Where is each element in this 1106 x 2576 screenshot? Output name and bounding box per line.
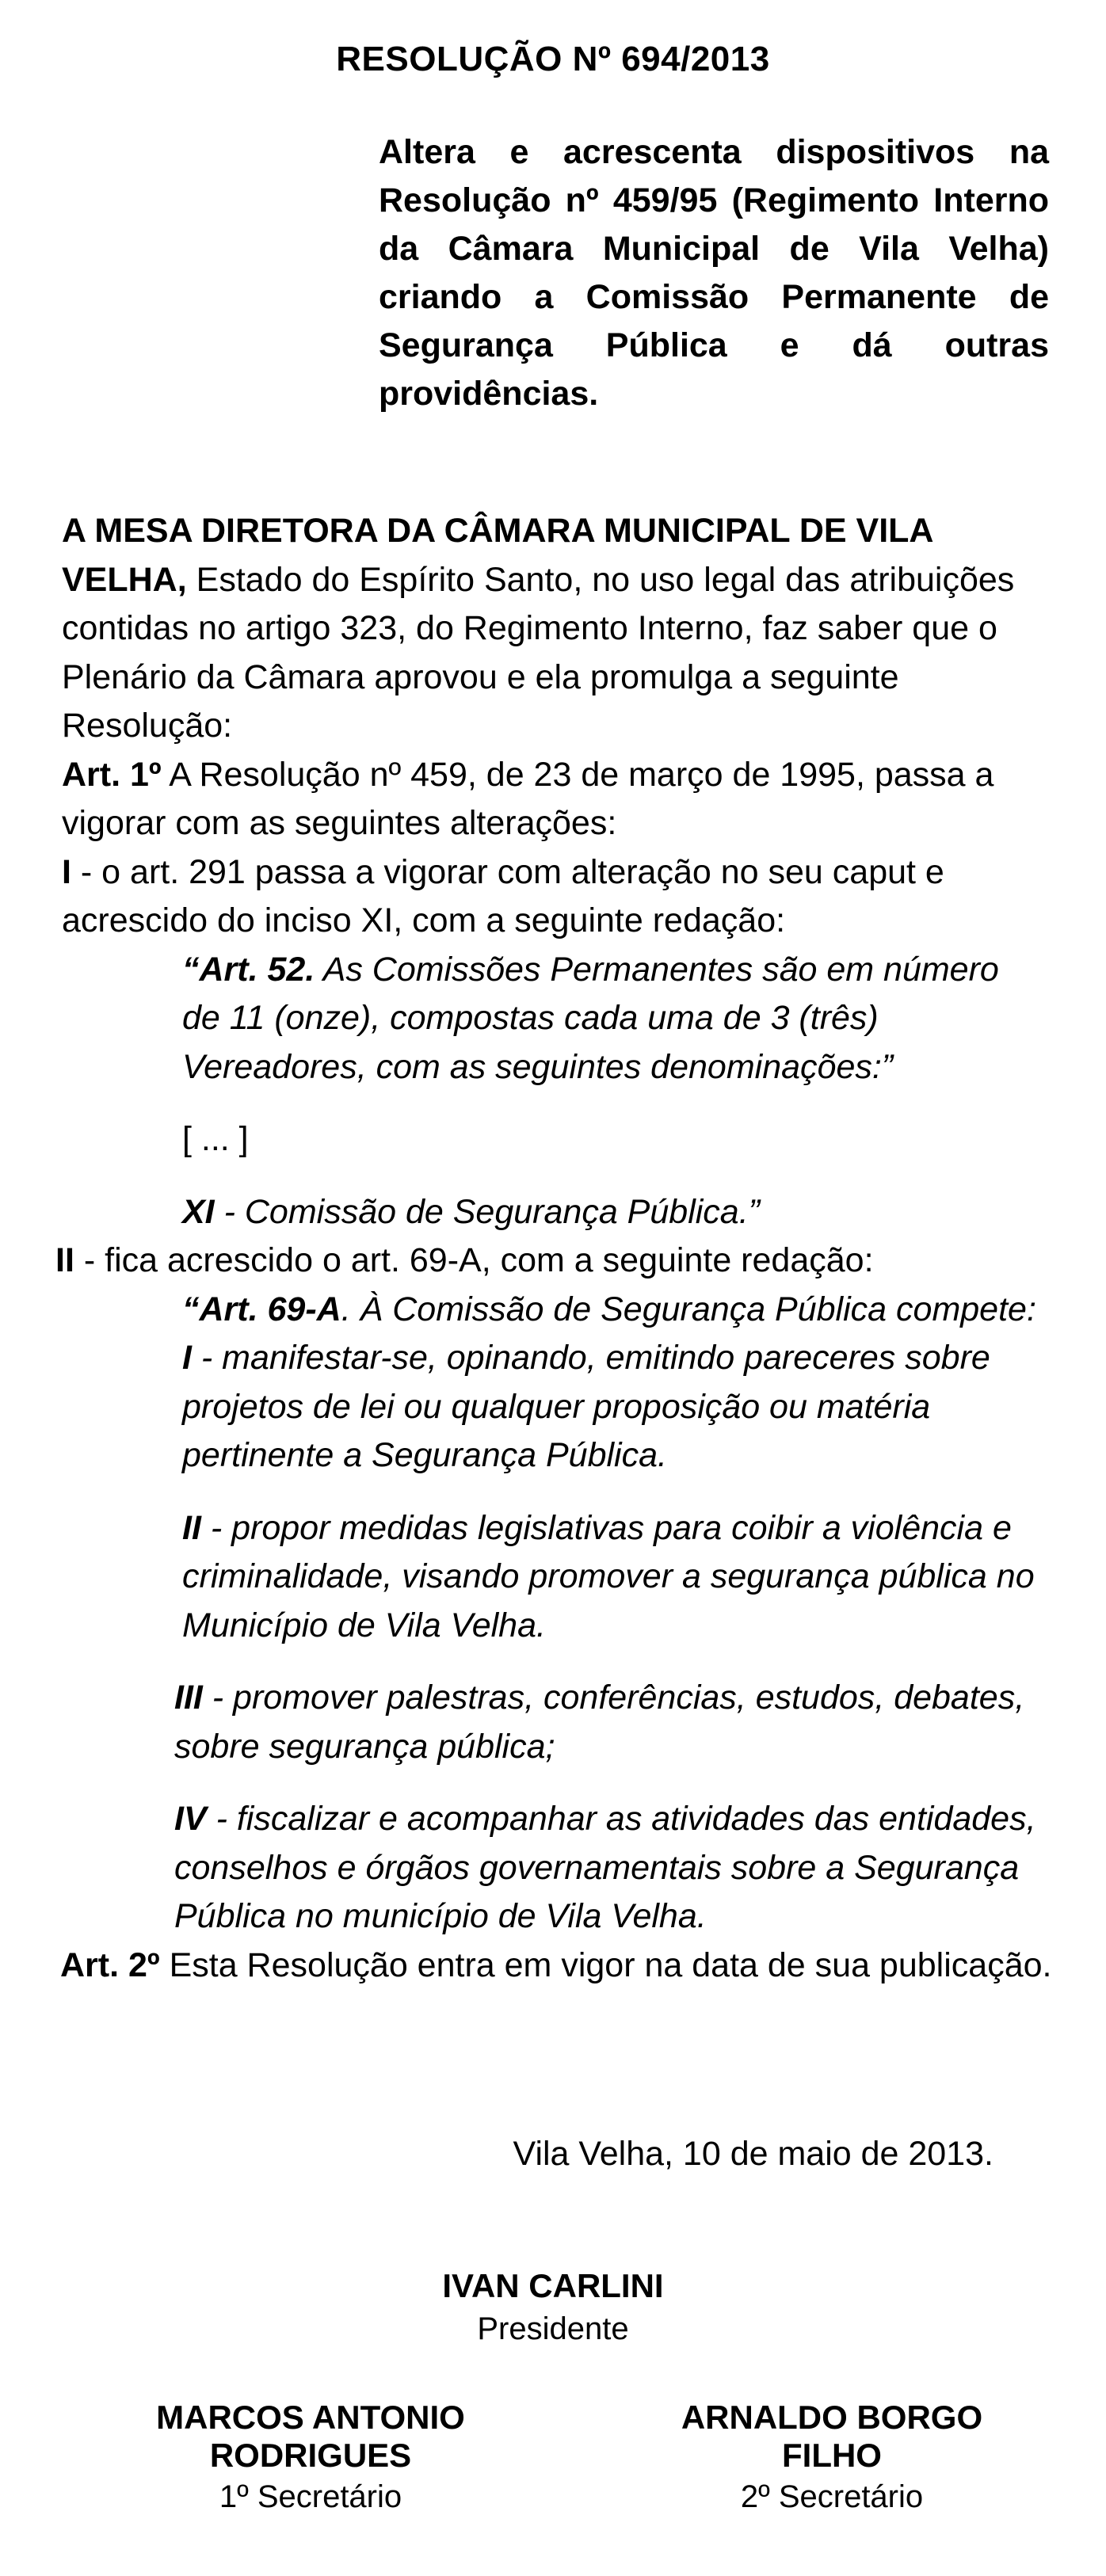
place-date: Vila Velha, 10 de maio de 2013. <box>513 2135 993 2173</box>
inciso-ii-text: - propor medidas legislativas para coibir a violência e criminalidade, visando promover a segurança pública no Município de Vila Velha. <box>182 1508 1035 1644</box>
article-1-text: A Resolução nº 459, de 23 de março de 1995, passa a vigorar com as seguintes alterações: <box>62 755 994 842</box>
quote-art-52 <box>62 946 1052 1092</box>
inciso-iii-label: III <box>174 1679 203 1717</box>
item-1-text: - o art. 291 passa a vigorar com alteração no seu caput e acrescido do inciso XI, com a seguinte redação: <box>62 852 944 939</box>
inciso-xi-label: XI <box>182 1192 215 1231</box>
item-2-text: - fica acrescido o art. 69-A, com a seguinte redação: <box>74 1241 874 1279</box>
inciso-iii <box>62 1674 1052 1771</box>
article-1 <box>62 751 1052 848</box>
preamble-bold: A MESA DIRETORA DA CÂMARA MUNICIPAL DE VILA VELHA, <box>62 512 932 599</box>
preamble <box>62 507 1052 751</box>
quote-art-52-label: “Art. 52. <box>182 950 315 989</box>
second-secretary-name: ARNALDO BORGO FILHO <box>681 2399 983 2474</box>
president-name: IVAN CARLINI <box>442 2267 664 2304</box>
inciso-ii-label: II <box>182 1508 201 1547</box>
inciso-xi <box>62 1188 1052 1237</box>
inciso-ii <box>62 1504 1052 1651</box>
resolution-body <box>55 507 1052 1990</box>
ellipsis: [ ... ] <box>182 1120 249 1158</box>
inciso-i-text: - manifestar-se, opinando, emitindo pareceres sobre projetos de lei ou qualquer proposição ou matéria pertinente a Segurança Pública. <box>182 1339 990 1474</box>
signature-first-secretary <box>65 2399 556 2515</box>
inciso-iii-text: - promover palestras, conferências, estudos, debates, sobre segurança pública; <box>174 1679 1025 1766</box>
document-title: RESOLUÇÃO Nº 694/2013 <box>336 40 770 78</box>
signature-president <box>0 2267 1106 2347</box>
inciso-iv-label: IV <box>174 1800 207 1838</box>
second-secretary-role: 2º Secretário <box>740 2479 924 2514</box>
first-secretary-name: MARCOS ANTONIO RODRIGUES <box>156 2399 465 2474</box>
item-2-label: II <box>55 1241 74 1279</box>
inciso-iv-text: - fiscalizar e acompanhar as atividades das entidades, conselhos e órgãos governamentais sobre a Segurança Pública no município de Vila Velha. <box>174 1800 1036 1935</box>
quote-art-52-text: As Comissões Permanentes são em número de 11 (onze), compostas cada uma de 3 (três) Vereadores, com as seguintes denominações:” <box>182 950 999 1086</box>
preamble-text: Estado do Espírito Santo, no uso legal das atribuições contidas no artigo 323, do Regimento Interno, faz saber que o Plenário da Câmara aprovou e ela promulga a seguinte Resolução: <box>62 560 1015 745</box>
quote-art-69a-label: “Art. 69-A <box>182 1290 341 1328</box>
quote-art-69a-text: . À Comissão de Segurança Pública compete: <box>341 1290 1036 1328</box>
article-2-label: Art. 2º <box>60 1945 160 1984</box>
article-1-label: Art. 1º <box>62 755 162 794</box>
inciso-xi-text: - Comissão de Segurança Pública.” <box>214 1192 760 1231</box>
item-2 <box>55 1237 1052 1286</box>
inciso-i <box>62 1334 1052 1480</box>
first-secretary-role: 1º Secretário <box>219 2479 402 2514</box>
item-1 <box>62 848 1052 946</box>
ementa: Altera e acrescenta dispositivos na Resolução nº 459/95 (Regimento Interno da Câmara Municipal de Vila Velha) criando a Comissão Permanente de Segurança Pública e dá outras providências. <box>379 133 1049 413</box>
item-1-label: I <box>62 852 71 891</box>
quote-art-69a <box>62 1286 1052 1335</box>
signature-second-secretary <box>650 2399 1014 2515</box>
inciso-i-label: I <box>182 1339 192 1377</box>
inciso-iv <box>62 1795 1052 1942</box>
president-role: Presidente <box>477 2311 629 2346</box>
article-2-text: Esta Resolução entra em vigor na data de sua publicação. <box>159 1945 1052 1984</box>
article-2 <box>60 1942 1052 1991</box>
